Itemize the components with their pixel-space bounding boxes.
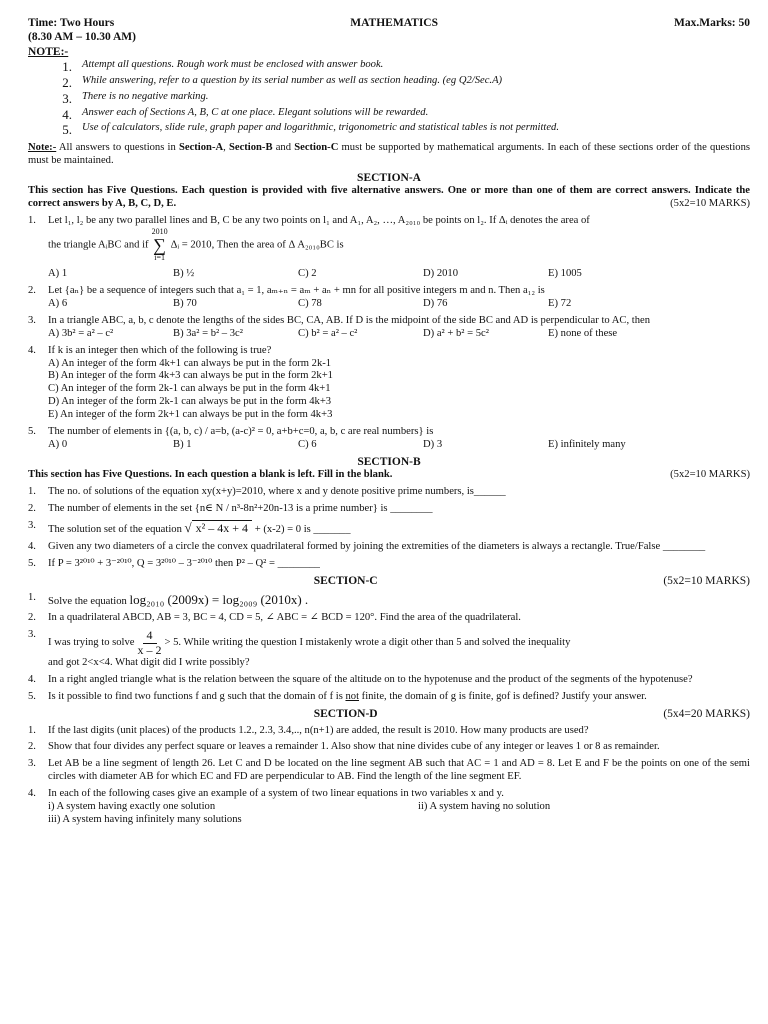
subject-title: MATHEMATICS (350, 17, 438, 29)
duration-label: Time: Two Hours (28, 17, 115, 29)
option: A) 3b² = a² – c² (48, 327, 114, 339)
option: E) none of these (548, 327, 618, 339)
option: A) 0 (48, 439, 68, 451)
log-equation: log₂₀₁₀ (2009x) = log₂₀₀₉ (2010x) . (129, 591, 309, 607)
section-a-marks: (5x2=10 MARKS) (670, 198, 750, 210)
question-c3: 3. I was trying to solve $\frac{4}{x - 2}$ > 5. While writing the question I mistakenly wrote a digit other than 5 and solved the inequality and got 2<x<4. What digit did I write possibly? (28, 628, 571, 668)
option: A) 6 (48, 297, 68, 309)
section-b-description: This section has Five Questions. In each question a blank is left. Fill in the blank. (5x2=10 MARKS) (28, 468, 750, 480)
option: D) 76 (423, 297, 448, 309)
question-a3: 3. In a triangle ABC, a, b, c denote the lengths of the sides BC, CA, AB. If D is the midpoint of the side BC and AD is perpendicular to AC, then A) 3b² = a² – c² B) 3a² = b² – 3c² C) b² = a² – c² D) a² + b² = 5c² E) none of these (28, 315, 750, 341)
question-d1: 1. If the last digits (unit places) of the products 1.2., 2.3, 3.4,.., n(n+1) are added, the result is 2010. How many products are used? (28, 724, 589, 736)
question-c5: 5. Is it possible to find two functions f and g such that the domain of f is not finite, the domain of g is finite, gof is defined? Justify your answer. (28, 690, 647, 702)
question-a1: 1. Let l₁, l₂ be any two parallel lines and B, C be any two points on l₁ and A₁, A₂, …, A₂₀₁₀ be points on l₂. If Δᵢ denotes the area of the triangle AᵢBC and if 2010 ∑ i=1 Δᵢ = 2010, Then the area of Δ A₂₀₁₀BC is A) 1 B) ½ C) 2 D) 2010 E) 1005 (28, 215, 750, 281)
question-a4: 4. If k is an integer then which of the following is true? A) An integer of the form 4k+1 can always be put in the form 2k-1 B) An integer of the form 4k+3 can always be put in the form 2k+1 C) An integer of the form 2k-1 can always be put in the form 4k+1 D) An integer of the form 2k-1 can always be put in the form 4k+3 E) An integer of the form 2k+1 can always be put in the form 4k+3 (28, 345, 750, 423)
option: D) An integer of the form 2k-1 can always be put in the form 4k+3 (48, 396, 332, 408)
time-slot: (8.30 AM – 10.30 AM) (28, 31, 136, 44)
option: A) 1 (48, 267, 68, 279)
sub-part: i) A system having exactly one solution (48, 801, 216, 813)
instruction-item: 1. Attempt all questions. Rough work must be enclosed with answer book. (62, 59, 384, 75)
answer-options (48, 439, 750, 452)
option: B) 3a² = b² – 3c² (173, 327, 243, 339)
option: E) infinitely many (548, 439, 626, 451)
option: C) 6 (298, 439, 317, 451)
section-a-description: This section has Five Questions. Each question is provided with five alternative answers. One or more than one of them are correct answers. Indicate the correct answers by A, B, C, D, E. (5x2=10 MARKS) (28, 185, 750, 210)
summation-symbol: 2010 ∑ i=1 (151, 226, 168, 262)
question-b3: 3. The solution set of the equation √ x² – 4x + 4 + (x-2) = 0 is _______ (28, 519, 351, 535)
sub-part: iii) A system having infinitely many solutions (48, 814, 242, 826)
option: C) 78 (298, 297, 322, 309)
instruction-item: 2. While answering, refer to a question by its serial number as well as section heading. (eg Q2/Sec.A) (62, 74, 503, 90)
question-d2: 2. Show that four divides any perfect square or leaves a remainder 1. Also show that nine divides cube of any integer or leaves 1 or 8 as remainder. (28, 741, 660, 753)
section-c-title: SECTION-C (5x2=10 MARKS) (313, 574, 750, 587)
option: E) 1005 (548, 267, 582, 279)
question-b1: 1. The no. of solutions of the equation xy(x+y)=2010, where x and y denote positive prime numbers, is______ (28, 485, 506, 497)
question-c1: 1. Solve the equation log₂₀₁₀ (2009x) = log₂₀₀₉ (2010x) . (28, 591, 309, 607)
option: D) 3 (423, 439, 443, 451)
option: E) An integer of the form 2k+1 can always be put in the form 4k+3 (48, 409, 333, 421)
inequality-fraction: $\frac{4}{x - 2}$ (137, 628, 162, 657)
max-marks-label: Max.Marks: 50 (673, 17, 750, 29)
question-c4: 4. In a right angled triangle what is the relation between the square of the altitude on to the hypotenuse and the product of the segments of the hypotenuse? (28, 673, 693, 685)
option: B) An integer of the form 4k+3 can always be put in the form 2k+1 (48, 370, 333, 382)
question-d4: 4. In each of the following cases give an example of a system of two linear equations in two variables x and y. i) A system having exactly one solution ii) A system having no solution iii) A system having infinitely many solutions (28, 788, 750, 827)
section-d-title: SECTION-D (5x4=20 MARKS) (313, 707, 750, 720)
option: E) 72 (548, 297, 572, 309)
section-b-marks: (5x2=10 MARKS) (670, 468, 750, 480)
sub-part: ii) A system having no solution (418, 801, 551, 813)
section-d-marks: (5x4=20 MARKS) (663, 707, 750, 720)
instruction-item: 5. Use of calculators, slide rule, graph paper and logarithmic, trigonometric and statistical tables is not permitted. (62, 122, 559, 138)
answer-options (48, 268, 750, 281)
answer-options (48, 298, 750, 311)
option: B) 1 (173, 439, 192, 451)
instruction-item: 3. There is no negative marking. (62, 90, 209, 106)
question-b5: 5. If P = 3²⁰¹⁰ + 3⁻²⁰¹⁰, Q = 3²⁰¹⁰ – 3⁻²⁰¹⁰ then P² – Q² = ________ (28, 557, 320, 569)
option: D) a² + b² = 5c² (423, 327, 489, 339)
note-heading: NOTE:- (28, 46, 69, 59)
question-c2: 2. In a quadrilateral ABCD, AB = 3, BC = 4, CD = 5, ∠ ABC = ∠ BCD = 120°. Find the area of the quadrilateral. (28, 612, 521, 624)
exam-page (28, 0, 750, 827)
question-d3: 3. Let AB be a line segment of length 26. Let C and D be located on the line segment AB such that AC = 1 and AD = 8. Let E and F be the points on one of the semi circles with diameter AB for which EC and FD are perpendicular to AB. Find the length of the line segment EF. (28, 758, 750, 783)
option: B) ½ (173, 267, 195, 279)
section-a-title: SECTION-A (357, 172, 421, 185)
section-c-marks: (5x2=10 MARKS) (663, 574, 750, 587)
radicand: x² – 4x + 4 (192, 520, 252, 536)
option: C) b² = a² – c² (298, 327, 358, 339)
section-b-title: SECTION-B (357, 455, 421, 468)
instruction-item: 4. Answer each of Sections A, B, C at one place. Elegant solutions will be rewarded. (62, 106, 429, 122)
option: C) 2 (298, 267, 317, 279)
question-b4: 4. Given any two diameters of a circle the convex quadrilateral formed by joining the extremities of the diameters is always a rectangle. True/False ________ (28, 540, 706, 552)
option: B) 70 (173, 297, 197, 309)
general-note: Note:- All answers to questions in Section-A, Section-B and Section-C must be supported by mathematical arguments. In each of these sections order of the questions must be maintained. (28, 142, 750, 167)
question-b2: 2. The number of elements in the set {n∈ N / n³-8n²+20n-13 is a prime number} is ________ (28, 502, 433, 514)
question-a5: 5. The number of elements in {(a, b, c) / a=b, (a-c)² = 0, a+b+c=0, a, b, c are real numbers} is A) 0 B) 1 C) 6 D) 3 E) infinitely many (28, 426, 750, 452)
question-a2: 2. Let {aₙ} be a sequence of integers such that a₁ = 1, aₘ₊ₙ = aₘ + aₙ + mn for all positive integers m and n. Then a₁₂ is A) 6 B) 70 C) 78 D) 76 E) 72 (28, 285, 750, 311)
answer-options (48, 328, 750, 341)
exam-header (28, 16, 750, 30)
instructions-list (28, 59, 750, 138)
option: C) An integer of the form 2k-1 can always be put in the form 4k+1 (48, 383, 331, 395)
option: D) 2010 (423, 267, 459, 279)
option: A) An integer of the form 4k+1 can always be put in the form 2k-1 (48, 357, 332, 369)
